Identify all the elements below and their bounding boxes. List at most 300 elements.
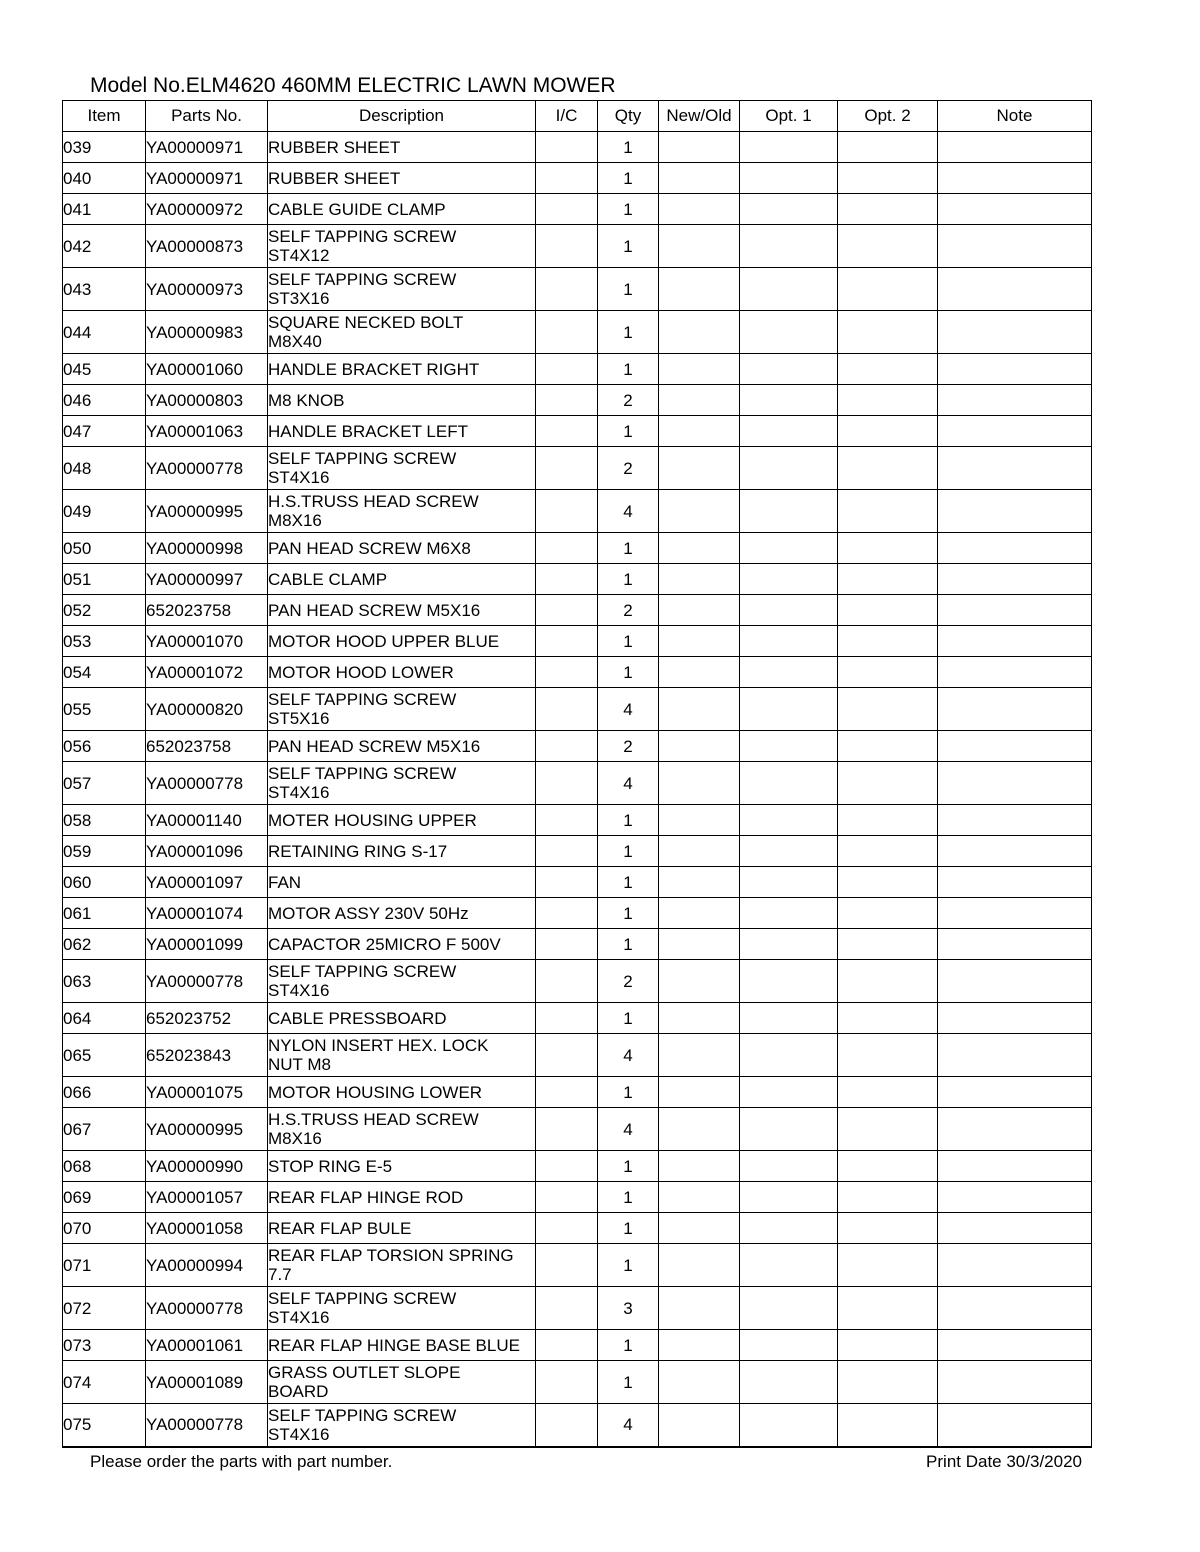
- cell-opt-1: [740, 960, 838, 1003]
- cell-qty: 1: [598, 626, 659, 657]
- cell-note: [938, 657, 1092, 688]
- description-line: RUBBER SHEET: [268, 168, 401, 188]
- cell-ic: [536, 805, 598, 836]
- cell-parts-no: YA00000998: [146, 533, 268, 564]
- cell-new-old: [659, 447, 740, 490]
- table-row: [63, 311, 1092, 354]
- cell-ic: [536, 1003, 598, 1034]
- cell-qty: 3: [598, 1287, 659, 1330]
- cell-description: [268, 836, 536, 867]
- cell-new-old: [659, 1182, 740, 1213]
- table-row: [63, 836, 1092, 867]
- cell-note: [938, 1213, 1092, 1244]
- cell-qty: 4: [598, 1034, 659, 1077]
- description-line: SELF TAPPING SCREW: [268, 227, 457, 246]
- cell-item: 068: [63, 1151, 146, 1182]
- cell-opt-2: [838, 595, 938, 626]
- cell-parts-no: YA00000820: [146, 688, 268, 731]
- cell-description: [268, 688, 536, 731]
- cell-ic: [536, 731, 598, 762]
- table-row: [63, 762, 1092, 805]
- cell-qty: 4: [598, 490, 659, 533]
- cell-note: [938, 132, 1092, 163]
- cell-item: 062: [63, 929, 146, 960]
- cell-opt-1: [740, 416, 838, 447]
- cell-opt-2: [838, 1330, 938, 1361]
- description-line: REAR FLAP HINGE BASE BLUE: [268, 1335, 520, 1355]
- description-line: ST4X16: [268, 981, 330, 1000]
- cell-description: [268, 626, 536, 657]
- cell-item: 072: [63, 1287, 146, 1330]
- cell-item: 069: [63, 1182, 146, 1213]
- cell-ic: [536, 490, 598, 533]
- table-row: [63, 1151, 1092, 1182]
- cell-opt-1: [740, 867, 838, 898]
- cell-new-old: [659, 268, 740, 311]
- cell-parts-no: YA00001058: [146, 1213, 268, 1244]
- cell-opt-2: [838, 1213, 938, 1244]
- column-header-ic: I/C: [536, 101, 598, 132]
- cell-ic: [536, 836, 598, 867]
- cell-opt-2: [838, 626, 938, 657]
- cell-note: [938, 268, 1092, 311]
- cell-note: [938, 1003, 1092, 1034]
- cell-parts-no: YA00001099: [146, 929, 268, 960]
- table-row: [63, 1003, 1092, 1034]
- cell-note: [938, 447, 1092, 490]
- cell-note: [938, 533, 1092, 564]
- cell-ic: [536, 867, 598, 898]
- cell-qty: 4: [598, 688, 659, 731]
- description-line: SELF TAPPING SCREW: [268, 270, 457, 289]
- column-header-opt-2: Opt. 2: [838, 101, 938, 132]
- cell-ic: [536, 898, 598, 929]
- cell-ic: [536, 1151, 598, 1182]
- cell-parts-no: YA00000997: [146, 564, 268, 595]
- cell-item: 061: [63, 898, 146, 929]
- cell-note: [938, 490, 1092, 533]
- cell-opt-2: [838, 490, 938, 533]
- cell-opt-2: [838, 762, 938, 805]
- table-row: [63, 132, 1092, 163]
- description-line: SELF TAPPING SCREW: [268, 764, 457, 783]
- cell-item: 071: [63, 1244, 146, 1287]
- cell-description: [268, 960, 536, 1003]
- cell-opt-2: [838, 447, 938, 490]
- cell-description: [268, 163, 536, 194]
- cell-note: [938, 960, 1092, 1003]
- table-row: [63, 1182, 1092, 1213]
- cell-description: [268, 1077, 536, 1108]
- cell-description: [268, 1034, 536, 1077]
- description-line: REAR FLAP TORSION SPRING: [268, 1246, 514, 1265]
- cell-opt-1: [740, 1108, 838, 1151]
- table-row: [63, 731, 1092, 762]
- description-line: SELF TAPPING SCREW: [268, 690, 457, 709]
- cell-opt-1: [740, 626, 838, 657]
- description-line: GRASS OUTLET SLOPE: [268, 1363, 461, 1382]
- cell-opt-1: [740, 490, 838, 533]
- cell-item: 067: [63, 1108, 146, 1151]
- cell-opt-2: [838, 1361, 938, 1404]
- cell-opt-1: [740, 1182, 838, 1213]
- description-line: STOP RING E-5: [268, 1156, 393, 1176]
- cell-new-old: [659, 960, 740, 1003]
- cell-new-old: [659, 225, 740, 268]
- cell-ic: [536, 1077, 598, 1108]
- cell-description: [268, 132, 536, 163]
- cell-item: 053: [63, 626, 146, 657]
- cell-parts-no: YA00000873: [146, 225, 268, 268]
- description-line: H.S.TRUSS HEAD SCREW: [268, 1110, 479, 1129]
- cell-description: [268, 1182, 536, 1213]
- cell-item: 054: [63, 657, 146, 688]
- cell-opt-2: [838, 657, 938, 688]
- table-header: [63, 101, 1092, 132]
- cell-new-old: [659, 731, 740, 762]
- cell-ic: [536, 688, 598, 731]
- cell-opt-1: [740, 595, 838, 626]
- cell-qty: 1: [598, 533, 659, 564]
- cell-qty: 1: [598, 225, 659, 268]
- cell-opt-1: [740, 1244, 838, 1287]
- cell-note: [938, 688, 1092, 731]
- cell-new-old: [659, 1151, 740, 1182]
- cell-new-old: [659, 1213, 740, 1244]
- cell-new-old: [659, 898, 740, 929]
- cell-opt-2: [838, 1404, 938, 1447]
- cell-qty: 2: [598, 447, 659, 490]
- cell-description: [268, 1108, 536, 1151]
- cell-description: [268, 225, 536, 268]
- cell-opt-1: [740, 1361, 838, 1404]
- cell-parts-no: YA00000995: [146, 490, 268, 533]
- cell-qty: 1: [598, 1003, 659, 1034]
- cell-item: 059: [63, 836, 146, 867]
- cell-description: [268, 929, 536, 960]
- cell-ic: [536, 268, 598, 311]
- cell-ic: [536, 1108, 598, 1151]
- cell-opt-1: [740, 447, 838, 490]
- cell-description: [268, 898, 536, 929]
- description-line: HANDLE BRACKET LEFT: [268, 421, 468, 441]
- cell-ic: [536, 960, 598, 1003]
- description-line: MOTER HOUSING UPPER: [268, 810, 477, 830]
- cell-qty: 1: [598, 564, 659, 595]
- table-row: [63, 1404, 1092, 1447]
- cell-new-old: [659, 1330, 740, 1361]
- cell-new-old: [659, 595, 740, 626]
- table-row: [63, 898, 1092, 929]
- cell-ic: [536, 1244, 598, 1287]
- table-row: [63, 1287, 1092, 1330]
- column-header-description: Description: [268, 101, 536, 132]
- cell-item: 055: [63, 688, 146, 731]
- cell-opt-2: [838, 194, 938, 225]
- cell-parts-no: YA00000778: [146, 960, 268, 1003]
- cell-new-old: [659, 1034, 740, 1077]
- cell-parts-no: YA00000972: [146, 194, 268, 225]
- description-line: FAN: [268, 872, 302, 892]
- cell-note: [938, 416, 1092, 447]
- table-row: [63, 960, 1092, 1003]
- cell-opt-2: [838, 1182, 938, 1213]
- cell-ic: [536, 1287, 598, 1330]
- cell-qty: 1: [598, 1213, 659, 1244]
- cell-note: [938, 564, 1092, 595]
- cell-note: [938, 1361, 1092, 1404]
- table-row: [63, 1034, 1092, 1077]
- cell-item: 057: [63, 762, 146, 805]
- cell-item: 075: [63, 1404, 146, 1447]
- description-line: M8X16: [268, 511, 322, 530]
- table-row: [63, 1361, 1092, 1404]
- cell-ic: [536, 929, 598, 960]
- cell-item: 050: [63, 533, 146, 564]
- table-row: [63, 688, 1092, 731]
- cell-new-old: [659, 385, 740, 416]
- cell-parts-no: YA00000983: [146, 311, 268, 354]
- description-line: NUT M8: [268, 1055, 331, 1074]
- cell-description: [268, 1330, 536, 1361]
- description-line: 7.7: [268, 1265, 292, 1284]
- cell-qty: 1: [598, 1244, 659, 1287]
- description-line: SELF TAPPING SCREW: [268, 1405, 457, 1425]
- cell-new-old: [659, 533, 740, 564]
- cell-qty: 1: [598, 416, 659, 447]
- table-row: [63, 490, 1092, 533]
- cell-opt-2: [838, 132, 938, 163]
- cell-item: 041: [63, 194, 146, 225]
- cell-opt-2: [838, 960, 938, 1003]
- cell-opt-1: [740, 194, 838, 225]
- cell-opt-2: [838, 311, 938, 354]
- cell-qty: 2: [598, 385, 659, 416]
- cell-new-old: [659, 1244, 740, 1287]
- cell-note: [938, 805, 1092, 836]
- cell-ic: [536, 1213, 598, 1244]
- cell-parts-no: YA00001060: [146, 354, 268, 385]
- cell-description: [268, 762, 536, 805]
- cell-qty: 1: [598, 268, 659, 311]
- cell-description: [268, 657, 536, 688]
- cell-qty: 1: [598, 1182, 659, 1213]
- cell-ic: [536, 311, 598, 354]
- description-line: SELF TAPPING SCREW: [268, 449, 457, 468]
- table-body: [63, 132, 1092, 1447]
- cell-item: 073: [63, 1330, 146, 1361]
- cell-description: [268, 867, 536, 898]
- cell-note: [938, 1330, 1092, 1361]
- table-row: [63, 354, 1092, 385]
- cell-ic: [536, 1404, 598, 1447]
- cell-new-old: [659, 194, 740, 225]
- description-line: MOTOR HOOD LOWER: [268, 662, 454, 682]
- cell-ic: [536, 595, 598, 626]
- cell-description: [268, 1151, 536, 1182]
- table-row: [63, 595, 1092, 626]
- cell-qty: 4: [598, 762, 659, 805]
- description-line: SQUARE NECKED BOLT: [268, 313, 464, 332]
- cell-opt-1: [740, 657, 838, 688]
- cell-ic: [536, 533, 598, 564]
- cell-parts-no: YA00000778: [146, 762, 268, 805]
- cell-new-old: [659, 132, 740, 163]
- cell-opt-1: [740, 898, 838, 929]
- cell-opt-1: [740, 1077, 838, 1108]
- description-line: M8X16: [268, 1129, 322, 1148]
- cell-parts-no: YA00000778: [146, 447, 268, 490]
- cell-qty: 1: [598, 132, 659, 163]
- cell-ic: [536, 564, 598, 595]
- cell-note: [938, 1244, 1092, 1287]
- cell-opt-1: [740, 836, 838, 867]
- cell-parts-no: YA00001075: [146, 1077, 268, 1108]
- cell-opt-1: [740, 1151, 838, 1182]
- cell-parts-no: YA00001057: [146, 1182, 268, 1213]
- cell-qty: 4: [598, 1404, 659, 1447]
- cell-parts-no: YA00000971: [146, 163, 268, 194]
- cell-description: [268, 311, 536, 354]
- cell-opt-1: [740, 1034, 838, 1077]
- description-line: CABLE PRESSBOARD: [268, 1008, 447, 1028]
- cell-note: [938, 354, 1092, 385]
- cell-new-old: [659, 1108, 740, 1151]
- cell-description: [268, 564, 536, 595]
- cell-note: [938, 311, 1092, 354]
- cell-opt-2: [838, 533, 938, 564]
- cell-qty: 1: [598, 1361, 659, 1404]
- cell-opt-1: [740, 564, 838, 595]
- cell-parts-no: YA00001061: [146, 1330, 268, 1361]
- cell-ic: [536, 194, 598, 225]
- cell-note: [938, 1108, 1092, 1151]
- cell-parts-no: YA00001063: [146, 416, 268, 447]
- cell-parts-no: YA00000994: [146, 1244, 268, 1287]
- cell-qty: 1: [598, 867, 659, 898]
- cell-ic: [536, 1330, 598, 1361]
- description-line: SELF TAPPING SCREW: [268, 1289, 457, 1308]
- cell-ic: [536, 385, 598, 416]
- cell-opt-2: [838, 1003, 938, 1034]
- description-line: CABLE CLAMP: [268, 569, 388, 589]
- cell-ic: [536, 657, 598, 688]
- cell-opt-1: [740, 533, 838, 564]
- cell-opt-1: [740, 1287, 838, 1330]
- cell-description: [268, 1361, 536, 1404]
- cell-qty: 1: [598, 836, 659, 867]
- cell-opt-2: [838, 1287, 938, 1330]
- description-line: RETAINING RING S-17: [268, 841, 448, 861]
- cell-ic: [536, 132, 598, 163]
- table-row: [63, 447, 1092, 490]
- cell-note: [938, 385, 1092, 416]
- cell-new-old: [659, 688, 740, 731]
- cell-new-old: [659, 416, 740, 447]
- cell-ic: [536, 354, 598, 385]
- cell-new-old: [659, 1003, 740, 1034]
- table-row: [63, 867, 1092, 898]
- table-row: [63, 533, 1092, 564]
- cell-ic: [536, 626, 598, 657]
- cell-opt-1: [740, 688, 838, 731]
- cell-opt-1: [740, 225, 838, 268]
- cell-parts-no: YA00000971: [146, 132, 268, 163]
- description-line: M8 KNOB: [268, 390, 345, 410]
- cell-opt-2: [838, 225, 938, 268]
- description-line: CABLE GUIDE CLAMP: [268, 199, 446, 219]
- cell-qty: 1: [598, 898, 659, 929]
- table-row: [63, 929, 1092, 960]
- cell-description: [268, 385, 536, 416]
- cell-parts-no: YA00001074: [146, 898, 268, 929]
- cell-note: [938, 762, 1092, 805]
- table-row: [63, 385, 1092, 416]
- description-line: PAN HEAD SCREW M6X8: [268, 538, 471, 558]
- cell-qty: 1: [598, 163, 659, 194]
- cell-new-old: [659, 1361, 740, 1404]
- cell-new-old: [659, 805, 740, 836]
- table-row: [63, 225, 1092, 268]
- cell-note: [938, 1077, 1092, 1108]
- cell-opt-2: [838, 929, 938, 960]
- cell-qty: 1: [598, 657, 659, 688]
- cell-item: 051: [63, 564, 146, 595]
- cell-new-old: [659, 657, 740, 688]
- cell-item: 065: [63, 1034, 146, 1077]
- cell-note: [938, 731, 1092, 762]
- description-line: REAR FLAP HINGE ROD: [268, 1187, 464, 1207]
- description-line: REAR FLAP BULE: [268, 1218, 412, 1238]
- cell-opt-2: [838, 867, 938, 898]
- cell-ic: [536, 762, 598, 805]
- cell-opt-2: [838, 416, 938, 447]
- cell-opt-1: [740, 268, 838, 311]
- cell-new-old: [659, 929, 740, 960]
- cell-new-old: [659, 1287, 740, 1330]
- cell-opt-2: [838, 836, 938, 867]
- cell-qty: 4: [598, 1108, 659, 1151]
- cell-opt-1: [740, 805, 838, 836]
- parts-table: [62, 100, 1092, 1448]
- cell-opt-1: [740, 929, 838, 960]
- table-row: [63, 416, 1092, 447]
- column-header-item: Item: [63, 101, 146, 132]
- cell-qty: 2: [598, 731, 659, 762]
- cell-ic: [536, 163, 598, 194]
- cell-item: 049: [63, 490, 146, 533]
- cell-opt-2: [838, 268, 938, 311]
- description-line: MOTOR HOOD UPPER BLUE: [268, 631, 500, 651]
- cell-item: 060: [63, 867, 146, 898]
- cell-parts-no: YA00001096: [146, 836, 268, 867]
- cell-new-old: [659, 311, 740, 354]
- description-line: H.S.TRUSS HEAD SCREW: [268, 492, 479, 511]
- table-row: [63, 657, 1092, 688]
- cell-note: [938, 1404, 1092, 1447]
- column-header-new-old: New/Old: [659, 101, 740, 132]
- cell-description: [268, 490, 536, 533]
- cell-qty: 1: [598, 805, 659, 836]
- cell-opt-2: [838, 354, 938, 385]
- description-line: NYLON INSERT HEX. LOCK: [268, 1036, 489, 1055]
- cell-qty: 1: [598, 194, 659, 225]
- cell-opt-2: [838, 564, 938, 595]
- cell-note: [938, 898, 1092, 929]
- cell-opt-1: [740, 731, 838, 762]
- cell-item: 039: [63, 132, 146, 163]
- cell-note: [938, 194, 1092, 225]
